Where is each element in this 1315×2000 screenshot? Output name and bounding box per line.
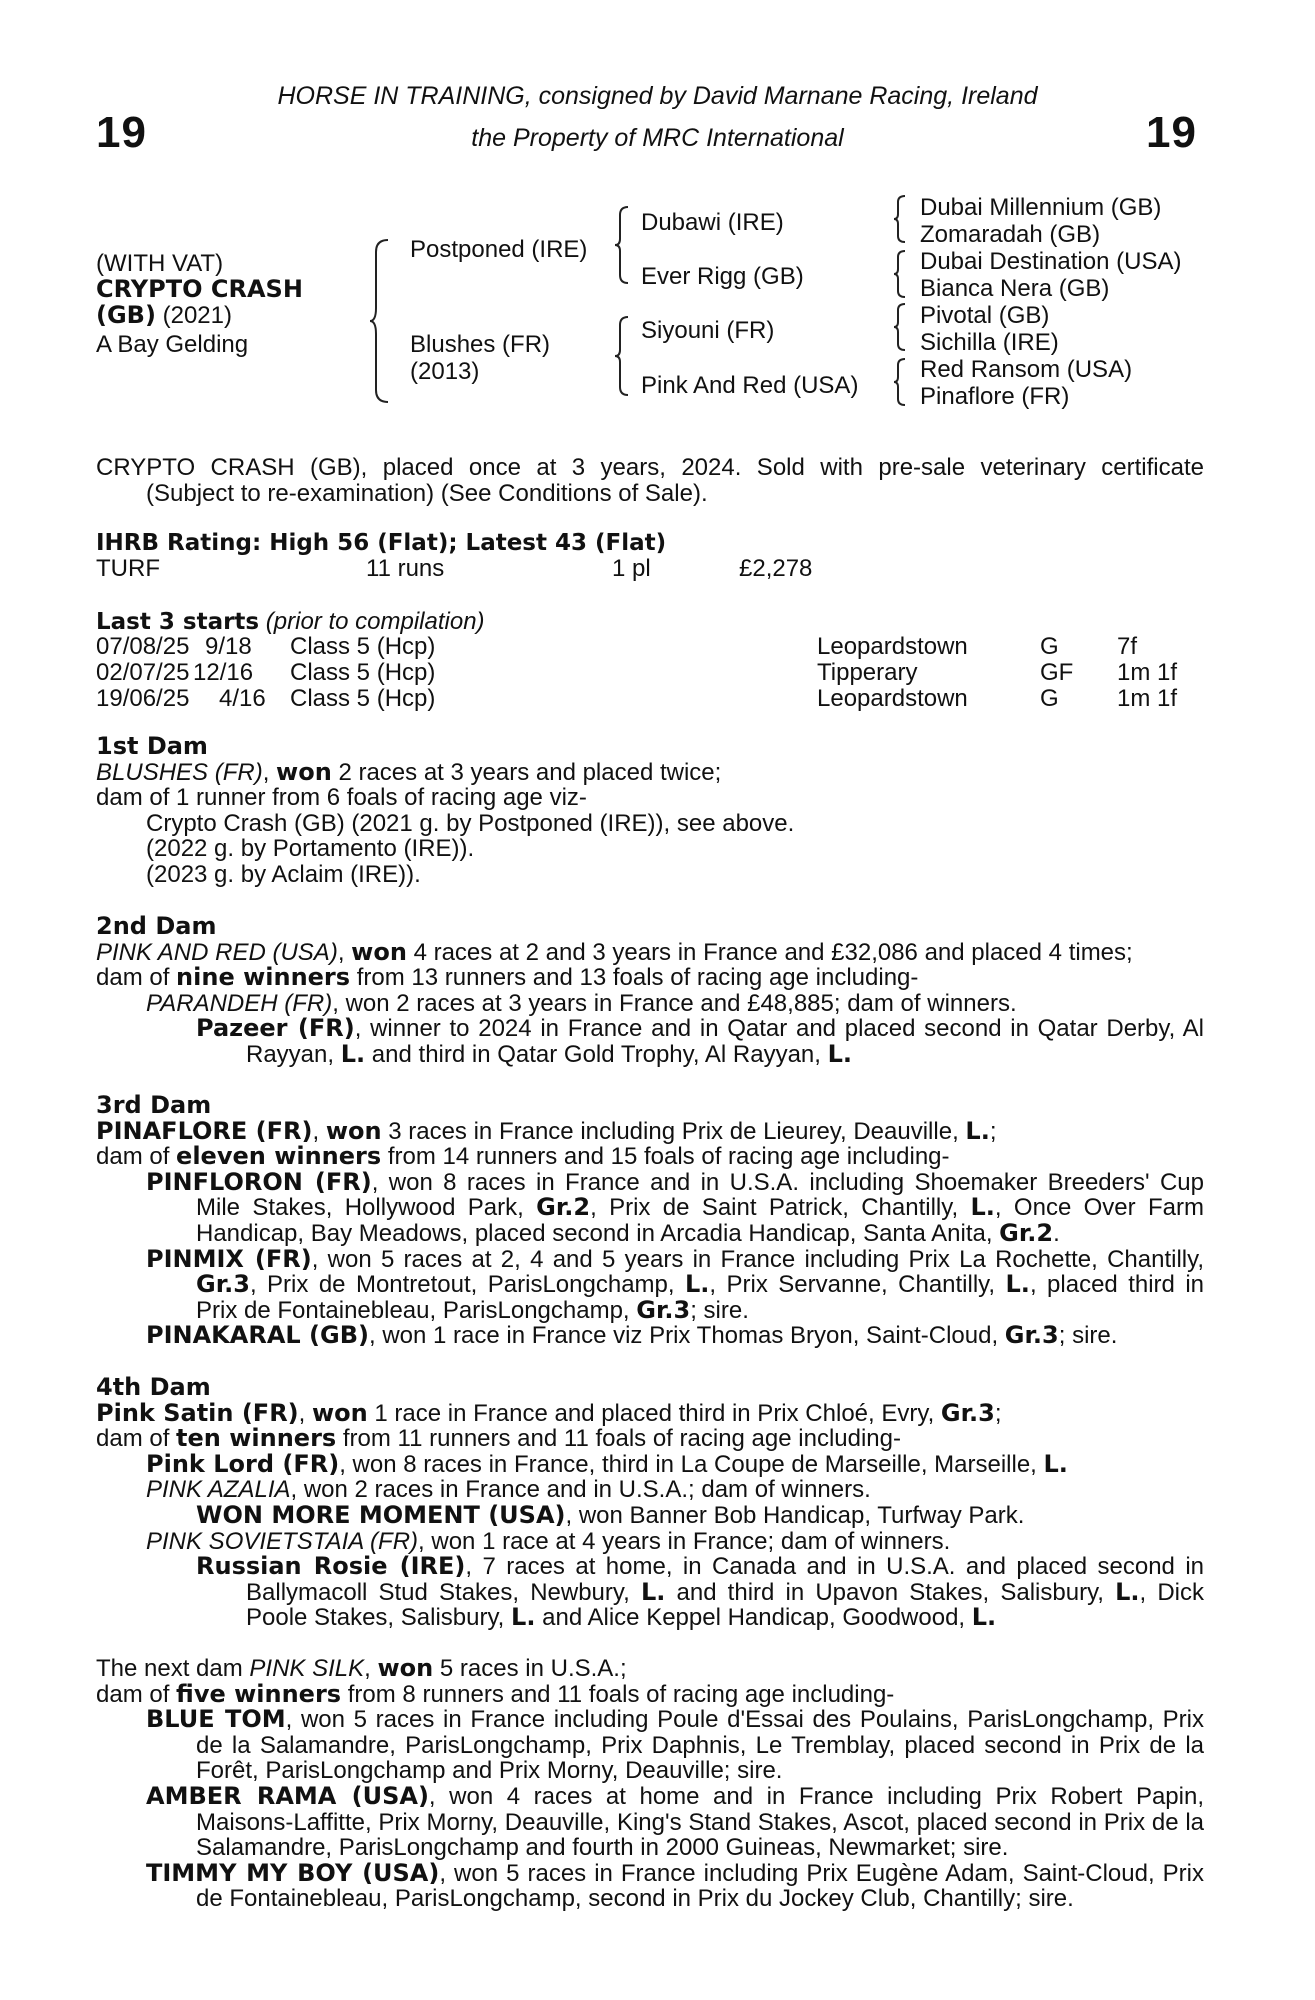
section-title: 3rd Dam bbox=[96, 1091, 212, 1119]
record-text: 5 races in U.S.A.; bbox=[433, 1655, 627, 1682]
start-date: 19/06/25 bbox=[96, 685, 190, 712]
pedigree-gen3-4: Bianca Nera (GB) bbox=[920, 275, 1110, 302]
offspring-text: , won 1 race at 4 years in France; dam of winners. bbox=[418, 1527, 951, 1555]
start-going: G bbox=[1040, 633, 1059, 660]
pedigree-gen3-5: Pivotal (GB) bbox=[920, 302, 1050, 329]
horse-name-line2 bbox=[96, 302, 232, 329]
pedigree-brace-main bbox=[368, 238, 392, 404]
offspring-entry bbox=[96, 1477, 1204, 1503]
offspring-text: , won 5 races at 2, 4 and 5 years in France including Prix La Rochette, Chantilly, bbox=[311, 1245, 1204, 1273]
produce-line bbox=[96, 1679, 1204, 1708]
produce-item: (2023 g. by Aclaim (IRE)). bbox=[146, 860, 421, 888]
offspring-text: and Alice Keppel Handicap, Goodwood, bbox=[535, 1604, 972, 1632]
offspring-text: , Prix Servanne, Chantilly, bbox=[709, 1271, 1006, 1299]
won-word: won bbox=[377, 1654, 434, 1682]
pedigree-gen3-6: Sichilla (IRE) bbox=[920, 329, 1059, 356]
start-date: 02/07/25 bbox=[96, 659, 190, 686]
pedigree-sire-sire: Dubawi (IRE) bbox=[641, 209, 784, 236]
rating-title: IHRB Rating: High 56 (Flat); Latest 43 (Flat) bbox=[96, 530, 667, 556]
produce-line bbox=[96, 1426, 1204, 1452]
offspring-text: , Once Over Farm Handicap, Bay Meadows, placed second in Arcadia Handicap, Santa Anita, bbox=[196, 1194, 1204, 1247]
rating-runs: 11 runs bbox=[366, 555, 445, 582]
last-starts-heading bbox=[96, 608, 485, 636]
offspring-text: . bbox=[1053, 1219, 1060, 1247]
offspring-text: , won Banner Bob Handicap, Turfway Park. bbox=[565, 1501, 1025, 1529]
offspring-name: PINFLORON (FR) bbox=[146, 1167, 372, 1196]
offspring-text: , won 2 races at 3 years in France and £48,885; dam of winners. bbox=[332, 989, 1017, 1017]
dam-record bbox=[96, 1656, 1204, 1682]
lot-number-right: 19 bbox=[1146, 108, 1197, 157]
rating-placed: 1 pl bbox=[612, 555, 651, 582]
second-dam-section bbox=[96, 914, 1204, 1068]
intro-line-2: (Subject to re-examination) (See Conditions of Sale). bbox=[146, 480, 708, 507]
offspring-text: , won 8 races in France and in U.S.A. including Shoemaker Breeders' Cup Mile Stakes, Hollywood Park, bbox=[196, 1168, 1204, 1222]
dam-record: BLUSHES (FR), won 2 races at 3 years and placed twice; bbox=[96, 757, 722, 786]
offspring-name: Pink Lord (FR) bbox=[146, 1449, 340, 1478]
lot-number-left: 19 bbox=[96, 108, 147, 157]
pedigree-dam-sire: Siyouni (FR) bbox=[641, 317, 775, 344]
offspring-name: PARANDEH (FR) bbox=[146, 989, 333, 1017]
produce-text: dam of bbox=[96, 1680, 177, 1708]
produce-text: from 11 runners and 11 foals of racing age including- bbox=[336, 1425, 901, 1453]
start-distance: 1m 1f bbox=[1117, 685, 1178, 712]
produce-line bbox=[96, 1144, 1204, 1170]
offspring-name: WON MORE MOMENT (USA) bbox=[196, 1500, 566, 1529]
race-grade: L. bbox=[1043, 1449, 1068, 1478]
winners-count: eleven winners bbox=[176, 1142, 382, 1171]
race-grade: L. bbox=[827, 1039, 853, 1068]
start-going: GF bbox=[1040, 659, 1074, 686]
offspring-text: , won 4 races at home and in France including Prix Robert Papin, Maisons-Laffitte, Prix Morny, Deauville, King's Stand Stakes, Ascot, placed second in Prix de la Salamandre, ParisLongchamp and fourth in 2000 Guineas, Newmarket; sire. bbox=[196, 1782, 1204, 1862]
winners-count: ten winners bbox=[176, 1424, 337, 1453]
race-grade: Gr.3 bbox=[196, 1270, 250, 1299]
offspring-entry bbox=[96, 1781, 1204, 1862]
dam-record: Pink Satin (FR), won 1 race in France and placed third in Prix Chloé, Evry, Gr.3; bbox=[96, 1398, 1002, 1427]
pedigree-sire: Postponed (IRE) bbox=[410, 236, 588, 263]
horse-country: (GB) bbox=[96, 301, 156, 329]
start-class: Class 5 (Hcp) bbox=[290, 633, 436, 660]
pedigree-gen3-2: Zomaradah (GB) bbox=[920, 221, 1101, 248]
offspring-entry bbox=[96, 1500, 1204, 1529]
offspring-text: and third in Qatar Gold Trophy, Al Rayyan, bbox=[365, 1040, 828, 1068]
offspring-name: Pazeer (FR) bbox=[196, 1014, 355, 1043]
pedigree-sire-dam: Ever Rigg (GB) bbox=[641, 263, 804, 290]
consignor-line: HORSE IN TRAINING, consigned by David Marnane Racing, Ireland bbox=[277, 82, 1038, 110]
horse-description: A Bay Gelding bbox=[96, 331, 249, 358]
start-position: 9/18 bbox=[205, 633, 252, 660]
dam-name: PINK AND RED (USA) bbox=[96, 938, 338, 966]
record-text: 2 races at 3 years and placed twice; bbox=[331, 758, 722, 786]
rating-surface: TURF bbox=[96, 555, 160, 582]
offspring-name: AMBER RAMA (USA) bbox=[146, 1781, 429, 1810]
dam-record: PINAFLORE (FR), won 3 races in France including Prix de Lieurey, Deauville, L.; bbox=[96, 1116, 997, 1145]
offspring-text: , Prix de Saint Patrick, Chantilly, bbox=[590, 1194, 971, 1222]
offspring-entry bbox=[96, 1323, 1204, 1349]
offspring-text: and third in Upavon Stakes, Salisbury, bbox=[665, 1578, 1116, 1606]
last-starts-note: (prior to compilation) bbox=[265, 608, 485, 635]
record-text: ; bbox=[994, 1399, 1002, 1427]
start-course: Leopardstown bbox=[817, 685, 968, 712]
offspring-name: PINK AZALIA bbox=[146, 1476, 291, 1504]
record-text: 3 races in France including Prix de Lieurey, Deauville, bbox=[381, 1117, 966, 1145]
fourth-dam-section bbox=[96, 1375, 1204, 1631]
produce-item: (2022 g. by Portamento (IRE)). bbox=[146, 835, 475, 863]
won-word: won bbox=[325, 1116, 382, 1145]
intro-line-1 bbox=[96, 454, 1204, 481]
intro-text-1: CRYPTO CRASH (GB), placed once at 3 years, 2024. Sold with pre-sale veterinary certificate bbox=[96, 454, 1204, 481]
offspring-text: , Dick Poole Stakes, Salisbury, bbox=[246, 1578, 1205, 1632]
pedigree-brace-ss bbox=[893, 194, 907, 244]
won-word: won bbox=[276, 757, 332, 786]
produce-line bbox=[96, 965, 1204, 991]
offspring-name: PINMIX (FR) bbox=[146, 1244, 312, 1273]
race-grade: L. bbox=[640, 1577, 666, 1606]
race-grade: L. bbox=[971, 1603, 997, 1632]
start-class: Class 5 (Hcp) bbox=[290, 685, 436, 712]
pedigree-gen3-3: Dubai Destination (USA) bbox=[920, 248, 1182, 275]
offspring-entry bbox=[96, 1167, 1204, 1247]
third-dam-section bbox=[96, 1093, 1204, 1349]
race-grade: Gr.2 bbox=[999, 1218, 1054, 1247]
start-date: 07/08/25 bbox=[96, 633, 190, 660]
offspring-name: PINAKARAL (GB) bbox=[146, 1321, 369, 1350]
start-position: 12/16 bbox=[193, 659, 254, 686]
offspring-text: , won 1 race in France viz Prix Thomas Bryon, Saint-Cloud, bbox=[368, 1322, 1005, 1350]
property-line: the Property of MRC International bbox=[471, 124, 844, 152]
won-word: won bbox=[351, 937, 407, 966]
offspring-name: BLUE TOM bbox=[146, 1705, 286, 1734]
race-grade: Gr.3 bbox=[1004, 1321, 1059, 1350]
horse-year: (2021) bbox=[162, 302, 232, 329]
horse-name: CRYPTO CRASH bbox=[96, 275, 303, 303]
record-text: 1 race in France and placed third in Prix Chloé, Evry, bbox=[367, 1399, 941, 1427]
won-word: won bbox=[312, 1398, 368, 1427]
offspring-name: PINK SOVIETSTAIA (FR) bbox=[146, 1527, 419, 1555]
start-distance: 1m 1f bbox=[1117, 659, 1178, 686]
start-course: Leopardstown bbox=[817, 633, 968, 660]
race-grade: L. bbox=[340, 1039, 366, 1068]
start-class: Class 5 (Hcp) bbox=[290, 659, 436, 686]
record-text: 4 races at 2 and 3 years in France and £32,086 and placed 4 times; bbox=[406, 938, 1133, 966]
next-dam-section bbox=[96, 1656, 1204, 1912]
produce-text: from 13 runners and 13 foals of racing age including- bbox=[350, 964, 919, 992]
race-grade: L. bbox=[1115, 1577, 1140, 1606]
pedigree-dam-year: (2013) bbox=[410, 358, 480, 385]
offspring-entry bbox=[96, 1707, 1204, 1784]
section-title: 2nd Dam bbox=[96, 912, 217, 940]
offspring-name: TIMMY MY BOY (USA) bbox=[146, 1858, 440, 1887]
race-grade: Gr.3 bbox=[636, 1295, 691, 1324]
winners-count: nine winners bbox=[176, 963, 351, 992]
start-position: 4/16 bbox=[219, 685, 266, 712]
offspring-entry bbox=[96, 1529, 1204, 1555]
record-text: ; bbox=[989, 1117, 997, 1145]
record-text: The next dam bbox=[96, 1655, 250, 1682]
pedigree-dam: Blushes (FR) bbox=[410, 331, 551, 358]
section-title: 4th Dam bbox=[96, 1373, 211, 1401]
race-grade: Gr.2 bbox=[536, 1193, 591, 1222]
offspring-text: , winner to 2024 in France and in Qatar and placed second in Qatar Derby, Al Rayyan, bbox=[246, 1015, 1204, 1068]
produce-text: from 14 runners and 15 foals of racing age including- bbox=[381, 1143, 950, 1171]
start-going: G bbox=[1040, 685, 1059, 712]
offspring-entry bbox=[96, 1858, 1204, 1913]
race-grade: L. bbox=[1005, 1270, 1030, 1299]
produce-text: dam of bbox=[96, 964, 177, 992]
offspring-text: , placed third in Prix de Fontainebleau, ParisLongchamp, bbox=[196, 1271, 1205, 1324]
dam-name: PINK SILK bbox=[249, 1655, 365, 1682]
offspring-text: , Prix de Montretout, ParisLongchamp, bbox=[249, 1271, 685, 1299]
offspring-text: , won 5 races in France including Prix Eugène Adam, Saint-Cloud, Prix de Fontainebleau, ParisLongchamp, second in Prix du Jockey Club, Chantilly; sire. bbox=[196, 1859, 1204, 1913]
dam-record: PINK AND RED (USA), won 4 races at 2 and 3 years in France and £32,086 and placed 4 times; bbox=[96, 937, 1133, 966]
race-grade: L. bbox=[685, 1270, 710, 1299]
offspring-text: ; sire. bbox=[690, 1296, 749, 1324]
offspring-text: , won 5 races in France including Poule d'Essai des Poulains, ParisLongchamp, Prix de la Salamandre, ParisLongchamp, Prix Daphnis, Le Tremblay, placed second in Prix de la Forêt, ParisLongchamp and Prix Morny, Deauville; sire. bbox=[196, 1706, 1204, 1785]
offspring-name: Russian Rosie (IRE) bbox=[196, 1552, 466, 1581]
pedigree-dam-dam: Pink And Red (USA) bbox=[641, 372, 859, 399]
produce-text: dam of bbox=[96, 1143, 177, 1171]
produce-line: dam of 1 runner from 6 foals of racing age viz- bbox=[96, 784, 587, 812]
pedigree-brace-dam bbox=[614, 315, 630, 397]
offspring-text: ; sire. bbox=[1058, 1322, 1118, 1350]
dam-name: BLUSHES (FR) bbox=[96, 758, 263, 786]
pedigree-brace-sd bbox=[893, 249, 907, 299]
start-course: Tipperary bbox=[817, 659, 918, 686]
race-grade: L. bbox=[965, 1116, 990, 1145]
dam-name: PINAFLORE (FR) bbox=[96, 1116, 313, 1145]
offspring-text: , 7 races at home, in Canada and in U.S.A. and placed second in Ballymacoll Stud Stakes, Newbury, bbox=[246, 1553, 1204, 1606]
produce-text: dam of bbox=[96, 1425, 177, 1453]
offspring-entry bbox=[96, 1449, 1204, 1478]
pedigree-gen3-7: Red Ransom (USA) bbox=[920, 356, 1133, 383]
last-starts-title: Last 3 starts bbox=[96, 609, 260, 635]
rating-earnings: £2,278 bbox=[739, 555, 813, 582]
offspring-entry bbox=[96, 1244, 1205, 1324]
vat-note: (WITH VAT) bbox=[96, 250, 224, 277]
produce-item: Crypto Crash (GB) (2021 g. by Postponed (IRE)), see above. bbox=[146, 809, 795, 837]
record-text: , bbox=[364, 1655, 378, 1682]
race-grade: L. bbox=[970, 1193, 995, 1222]
pedigree-brace-sire bbox=[614, 205, 630, 285]
race-grade: Gr.3 bbox=[940, 1398, 995, 1427]
pedigree-gen3-8: Pinaflore (FR) bbox=[920, 383, 1070, 410]
offspring-text: , won 2 races in France and in U.S.A.; dam of winners. bbox=[290, 1476, 871, 1504]
first-dam-section bbox=[96, 734, 1204, 888]
dam-name: Pink Satin (FR) bbox=[96, 1398, 299, 1427]
pedigree-brace-dd bbox=[893, 357, 907, 407]
race-grade: L. bbox=[511, 1603, 536, 1632]
winners-count: five winners bbox=[176, 1679, 342, 1708]
pedigree-brace-ds bbox=[893, 302, 907, 352]
offspring-text: , won 8 races in France, third in La Coupe de Marseille, Marseille, bbox=[339, 1450, 1044, 1478]
section-title: 1st Dam bbox=[96, 732, 208, 760]
start-distance: 7f bbox=[1117, 633, 1138, 660]
offspring-entry bbox=[96, 1554, 1204, 1631]
offspring-entry bbox=[96, 1016, 1204, 1067]
produce-text: from 8 runners and 11 foals of racing age including- bbox=[341, 1680, 895, 1708]
offspring-entry bbox=[96, 991, 1204, 1017]
pedigree-gen3-1: Dubai Millennium (GB) bbox=[920, 194, 1162, 221]
